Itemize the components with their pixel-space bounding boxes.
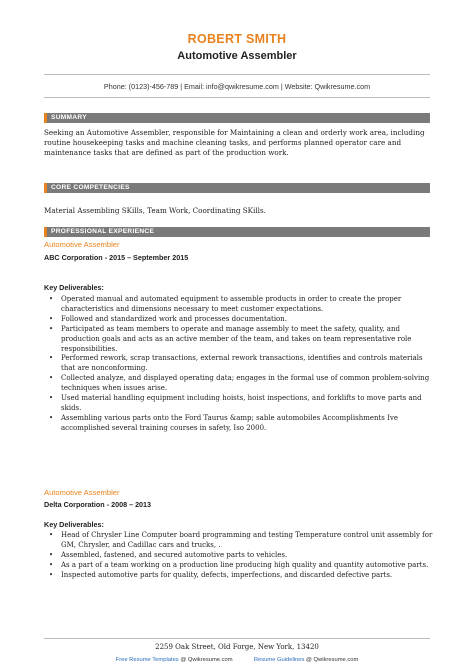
credit-free-templates-label: Free Resume Templates xyxy=(115,657,179,663)
section-heading-summary: SUMMARY xyxy=(51,114,87,121)
section-heading-core: CORE COMPETENCIES xyxy=(51,184,130,191)
header-rule-bottom xyxy=(44,97,430,98)
section-heading-experience: PROFESSIONAL EXPERIENCE xyxy=(51,228,155,235)
list-item: • Used material handling equipment including hoists, hoist inspections, and forklifts to move parts and skids. xyxy=(61,394,433,414)
list-item: • Followed and standardized work and processes documentation. xyxy=(61,315,433,325)
list-item: • Assembled, fastened, and secured automotive parts to vehicles. xyxy=(61,551,433,561)
job-title: Automotive Assembler xyxy=(44,240,120,249)
job-company: Delta Corporation - 2008 – 2013 xyxy=(44,500,152,509)
credit-free-templates-link[interactable]: Free Resume Templates @ Qwikresume.com xyxy=(115,657,233,663)
list-item: • Performed rework, scrap transactions, external rework transactions, identifies and controls materials that are nonconforming. xyxy=(61,354,433,374)
summary-text: Seeking an Automotive Assembler, responsible for Maintaining a clean and orderly work area, including routine housekeeping tasks and machine cleaning tasks, and performs planned operator care and maintenance tasks that are defined as part of the production work. xyxy=(44,128,425,157)
candidate-title: Automotive Assembler xyxy=(177,50,297,62)
credit-brand-left: Qwikresume.com xyxy=(187,657,233,663)
section-bar-core xyxy=(44,183,430,193)
credit-guidelines-label: Resume Guidelines xyxy=(253,657,305,663)
job-title: Automotive Assembler xyxy=(44,488,120,497)
key-deliverables-label: Key Deliverables: xyxy=(44,520,104,529)
list-item: • Assembling various parts onto the Ford Taurus &amp; sable automobiles Accomplishments Ive accomplished several training courses in safety, Iso 2000. xyxy=(61,414,433,434)
job-company: ABC Corporation - 2015 – September 2015 xyxy=(44,253,189,262)
candidate-name: ROBERT SMITH xyxy=(187,32,287,46)
key-deliverables-label: Key Deliverables: xyxy=(44,283,104,292)
section-bar-experience xyxy=(44,227,430,237)
section-bar-summary xyxy=(44,113,430,123)
list-item: • Operated manual and automated equipment to assemble products in order to create the proper characteristics and dimensions necessary to meet customer expectations. xyxy=(61,295,433,315)
footer-credits xyxy=(0,657,474,663)
footer-address: 2259 Oak Street, Old Forge, New York, 13420 xyxy=(155,643,319,651)
credit-guidelines-link[interactable]: Resume Guidelines @ Qwikresume.com xyxy=(253,657,359,663)
list-item: • Collected analyze, and displayed operating data; engages in the formal use of common problem-solving techniques when issues arise. xyxy=(61,374,433,394)
list-item: • As a part of a team working on a production line producing high quality and quantity automotive parts. xyxy=(61,561,433,571)
footer-rule xyxy=(44,638,430,639)
list-item: • Head of Chrysler Line Computer board programming and testing Temperature control unit assembly for GM, Chrysler, and Cadillac cars and trucks, . xyxy=(61,531,433,551)
header-rule-top xyxy=(44,74,430,75)
list-item: • Participated as team members to operate and manage assembly to meet the safety, quality, and production goals and acts as an active member of the team, and takes on team representative role responsibilities. xyxy=(61,325,433,355)
list-item: • Inspected automotive parts for quality, defects, imperfections, and discarded defective parts. xyxy=(61,571,433,581)
contact-line[interactable]: Phone: (0123)-456-789 | Email: info@qwikresume.com | Website: Qwikresume.com xyxy=(103,82,371,91)
core-competencies-text: Material Assembling SKills, Team Work, Coordinating SKills. xyxy=(44,206,266,215)
deliverables-list xyxy=(44,531,433,581)
deliverables-list xyxy=(44,295,433,434)
credit-brand-right: Qwikresume.com xyxy=(313,657,359,663)
